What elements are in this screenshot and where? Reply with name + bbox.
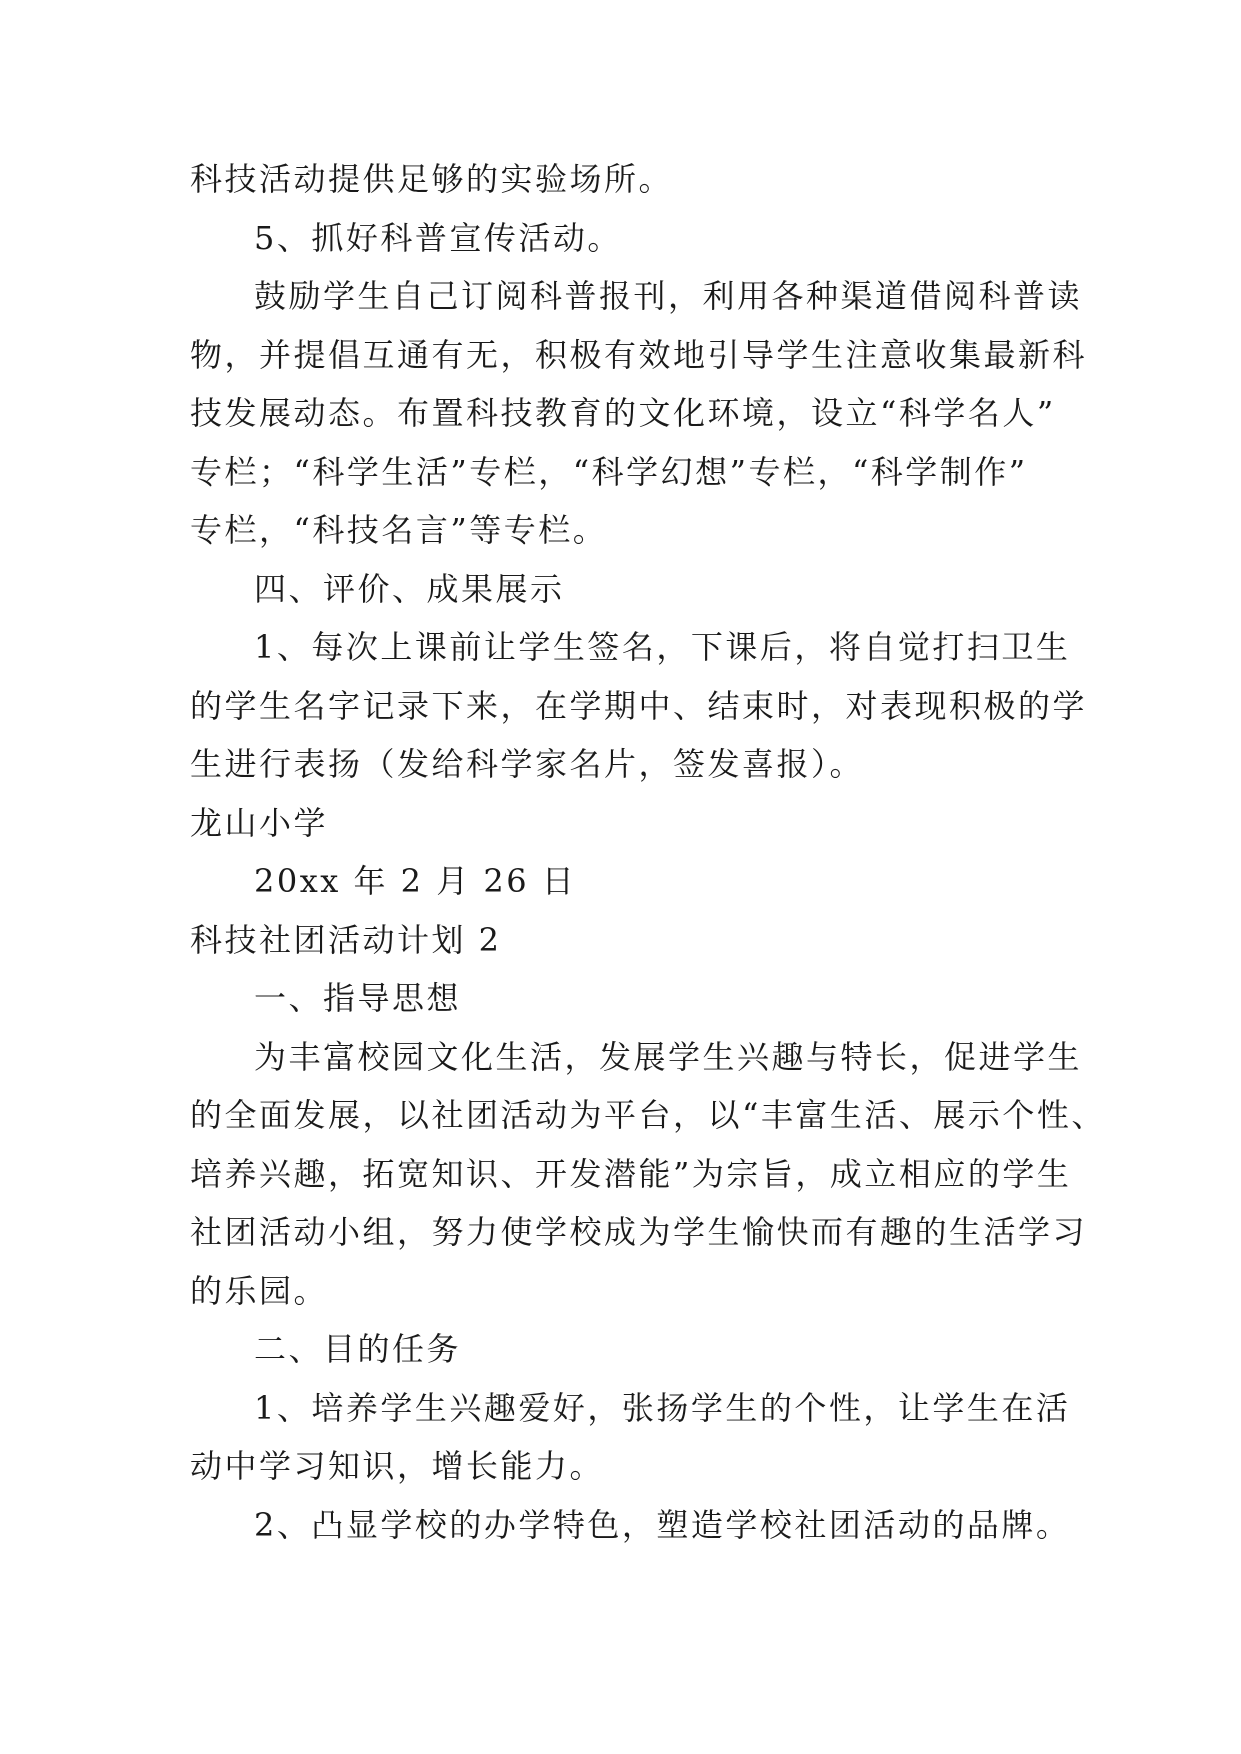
text-line: 鼓励学生自己订阅科普报刊，利用各种渠道借阅科普读	[254, 277, 1083, 315]
text-line: 1、培养学生兴趣爱好，张扬学生的个性，让学生在活	[254, 1388, 1071, 1427]
section-heading: 二、目的任务	[254, 1330, 462, 1368]
text-line: 技发展动态。布置科技教育的文化环境，设立“科学名人”	[190, 394, 1056, 432]
text-line: 为丰富校园文化生活，发展学生兴趣与特长，促进学生	[254, 1037, 1083, 1076]
text-line: 的乐园。	[190, 1271, 329, 1310]
text-line: 生进行表扬（发给科学家名片，签发喜报）。	[190, 745, 865, 783]
text-line: 专栏，“科技名言”等专栏。	[190, 511, 608, 549]
signature-school-name: 龙山小学	[190, 803, 329, 842]
text-line: 动中学习知识，增长能力。	[190, 1447, 605, 1485]
text-line: 社团活动小组，努力使学校成为学生愉快而有趣的生活学习	[190, 1213, 1088, 1251]
text-line: 专栏；“科学生活”专栏，“科学幻想”专栏，“科学制作”	[190, 452, 1028, 491]
text-line: 科技活动提供足够的实验场所。	[190, 160, 674, 198]
document-title: 科技社团活动计划 2	[190, 920, 502, 959]
text-line: 的学生名字记录下来，在学期中、结束时，对表现积极的学	[190, 686, 1088, 725]
document-body	[190, 150, 1106, 1554]
text-line: 2、凸显学校的办学特色，塑造学校社团活动的品牌。	[254, 1505, 1071, 1544]
text-line: 5、抓好科普宣传活动。	[254, 218, 622, 257]
signature-date: 20xx 年 2 月 26 日	[254, 862, 577, 900]
text-line: 1、每次上课前让学生签名，下课后，将自觉打扫卫生	[254, 628, 1071, 666]
section-heading: 四、评价、成果展示	[254, 569, 565, 608]
section-heading: 一、指导思想	[254, 979, 462, 1017]
text-line: 培养兴趣，拓宽知识、开发潜能”为宗旨，成立相应的学生	[190, 1154, 1072, 1193]
text-line: 物，并提倡互通有无，积极有效地引导学生注意收集最新科	[190, 335, 1088, 374]
text-line: 的全面发展，以社团活动为平台，以“丰富生活、展示个性、	[190, 1096, 1106, 1134]
